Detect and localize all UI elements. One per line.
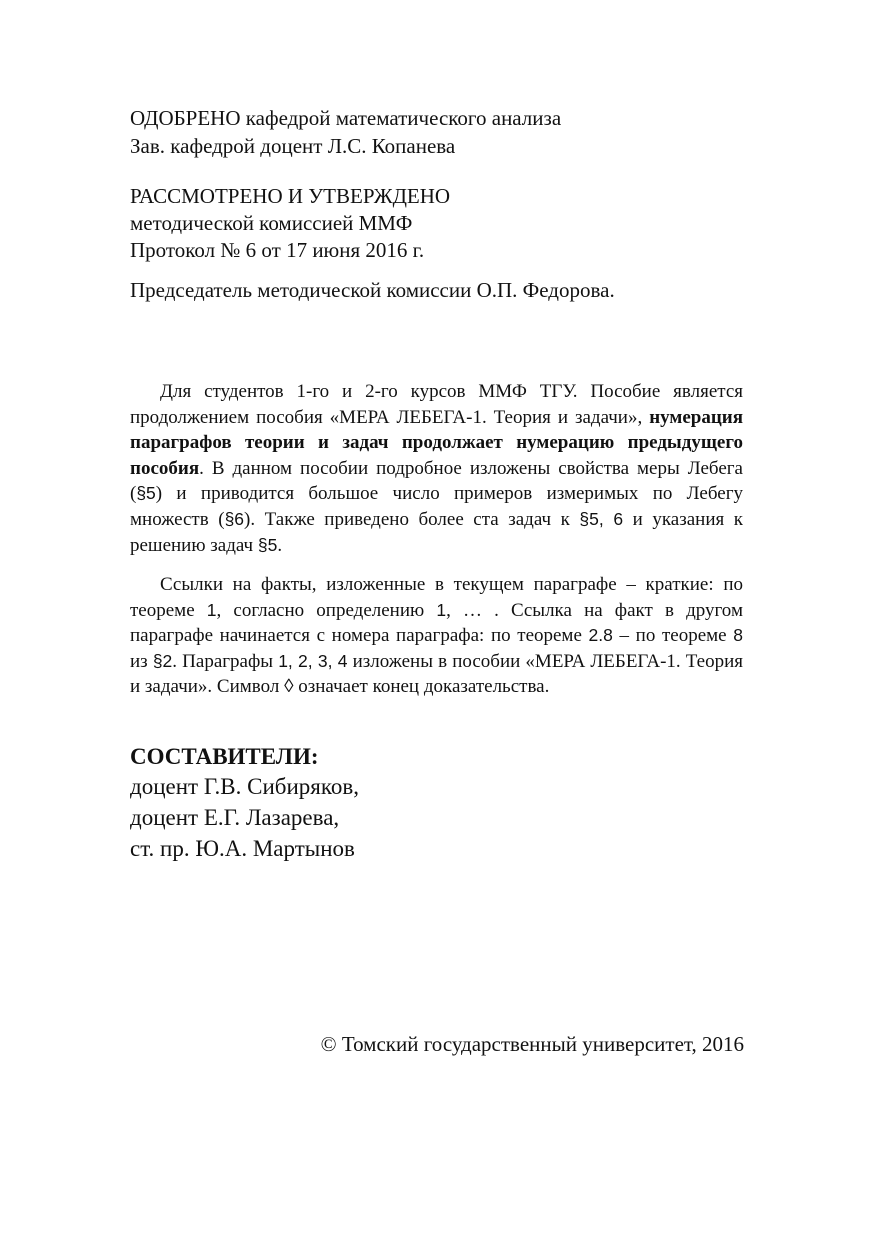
section-ref: §5	[136, 483, 156, 504]
approval-block	[130, 104, 561, 160]
description-paragraph-2	[130, 572, 743, 700]
section-ref: §5, 6	[579, 508, 624, 529]
desc-text: – по теореме	[612, 625, 734, 647]
protocol-line: Протокол № 6 от 17 июня 2016 г.	[130, 238, 425, 262]
desc-text: , … . Ссылка на факт в другом параграфе начинается с номера параграфа: по теореме	[130, 599, 743, 647]
commission-line: методической комиссией ММФ	[130, 211, 413, 235]
desc-text: .	[277, 534, 283, 556]
review-heading: РАССМОТРЕНО И УТВЕРЖДЕНО	[130, 184, 451, 208]
section-ref: §6	[224, 508, 245, 529]
author-item: доцент Г.В. Сибиряков,	[130, 774, 359, 799]
review-block	[130, 183, 450, 264]
desc-text: Для студентов 1-го и 2-го курсов ММФ ТГУ. Пособие является продолжением пособия «МЕРА ЛЕБЕГА-1. Теория и задачи»,	[130, 381, 743, 428]
section-ref: 1, 2, 3, 4	[278, 650, 348, 671]
section-ref: §2	[152, 650, 173, 671]
desc-text: изложены в пособии «МЕРА ЛЕБЕГА-1. Теория и задачи». Символ ◊ означает конец доказательства.	[130, 650, 743, 698]
desc-text: Ссылки на факты, изложенные в текущем параграфе – краткие: по теореме	[130, 574, 743, 621]
section-ref: §5	[257, 534, 278, 555]
theorem-ref: 1	[206, 599, 217, 620]
department-head-line: Зав. кафедрой доцент Л.С. Копанева	[130, 134, 456, 158]
desc-text: , согласно определению	[216, 599, 437, 621]
approval-line: ОДОБРЕНО кафедрой математического анализа	[130, 106, 562, 130]
desc-text: . Параграфы	[172, 650, 279, 672]
theorem-ref: 2.8	[588, 625, 613, 646]
authors-heading: СОСТАВИТЕЛИ:	[130, 744, 319, 769]
desc-text: . В данном пособии подробное изложены свойства меры Лебега (	[130, 457, 743, 505]
definition-ref: 1	[436, 599, 447, 620]
author-item: доцент Е.Г. Лазарева,	[130, 805, 340, 830]
copyright-notice: © Томский государственный университет, 2016	[320, 1032, 744, 1056]
commission-chair: Председатель методической комиссии О.П. Федорова.	[130, 278, 615, 302]
desc-text: из	[130, 650, 153, 672]
theorem-ref: 8	[733, 625, 743, 646]
description-paragraph-1	[130, 379, 743, 558]
desc-text: и указания к решению задач	[130, 508, 743, 556]
desc-text: ). Также приведено более ста задач к	[244, 508, 580, 530]
desc-text: ) и приводится большое число примеров измеримых по Лебегу множеств (	[130, 483, 743, 530]
authors-list	[130, 771, 359, 864]
desc-bold-text: нумерация параграфов теории и задач продолжает нумерацию предыдущего пособия	[130, 406, 743, 479]
author-item: ст. пр. Ю.А. Мартынов	[130, 836, 355, 861]
